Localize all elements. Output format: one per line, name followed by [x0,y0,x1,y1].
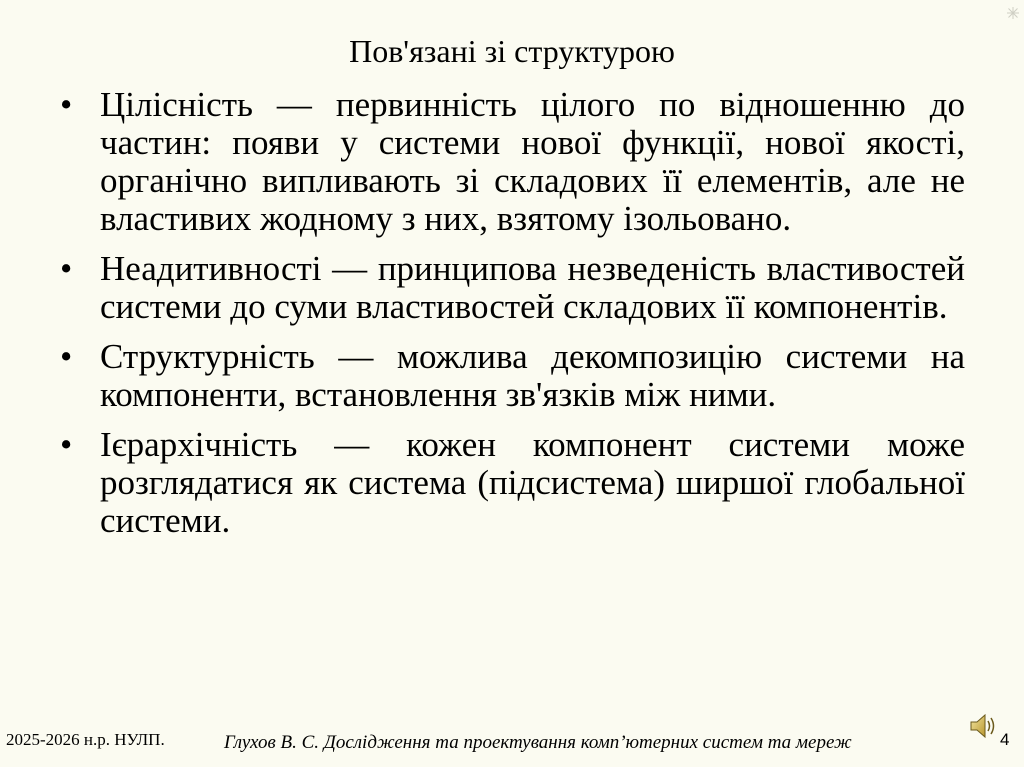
bullet-item [60,338,965,414]
bullet-marker: • [60,425,73,464]
footer-author-course: Глухов В. С. Дослідження та проектування комп’ютерних систем та мереж [224,732,852,753]
slide-title: Пов'язані зі структурою [349,33,675,69]
bullet-marker: • [60,85,73,124]
bullet-text: Ієрархічність — кожен компонент системи може розглядатися як система (підсистема) ширшої глобальної системи. [100,425,965,540]
footer-academic-year: 2025-2026 н.р. НУЛП. [6,730,165,749]
bullet-marker: • [60,249,73,288]
bullet-text: Цілісність — первинність цілого по відношенню до частин: появи у системи нової функції, нової якості, органічно випливають зі складових її елементів, але не властивих жодному з них, взятому ізольовано. [100,85,965,238]
bullet-item [60,86,965,238]
page-number: 4 [1000,730,1010,749]
bullet-item [60,250,965,326]
bullet-text: Структурність — можлива декомпозицію системи на компоненти, встановлення зв'язків між ними. [100,337,965,414]
bullet-marker: • [60,337,73,376]
bullet-list [60,86,965,552]
bullet-item [60,426,965,540]
bullet-text: Неадитивності — принципова незведеність властивостей системи до суми властивостей складових її компонентів. [100,249,965,326]
speaker-icon[interactable] [967,711,997,741]
corner-ornament-icon [1006,6,1020,20]
